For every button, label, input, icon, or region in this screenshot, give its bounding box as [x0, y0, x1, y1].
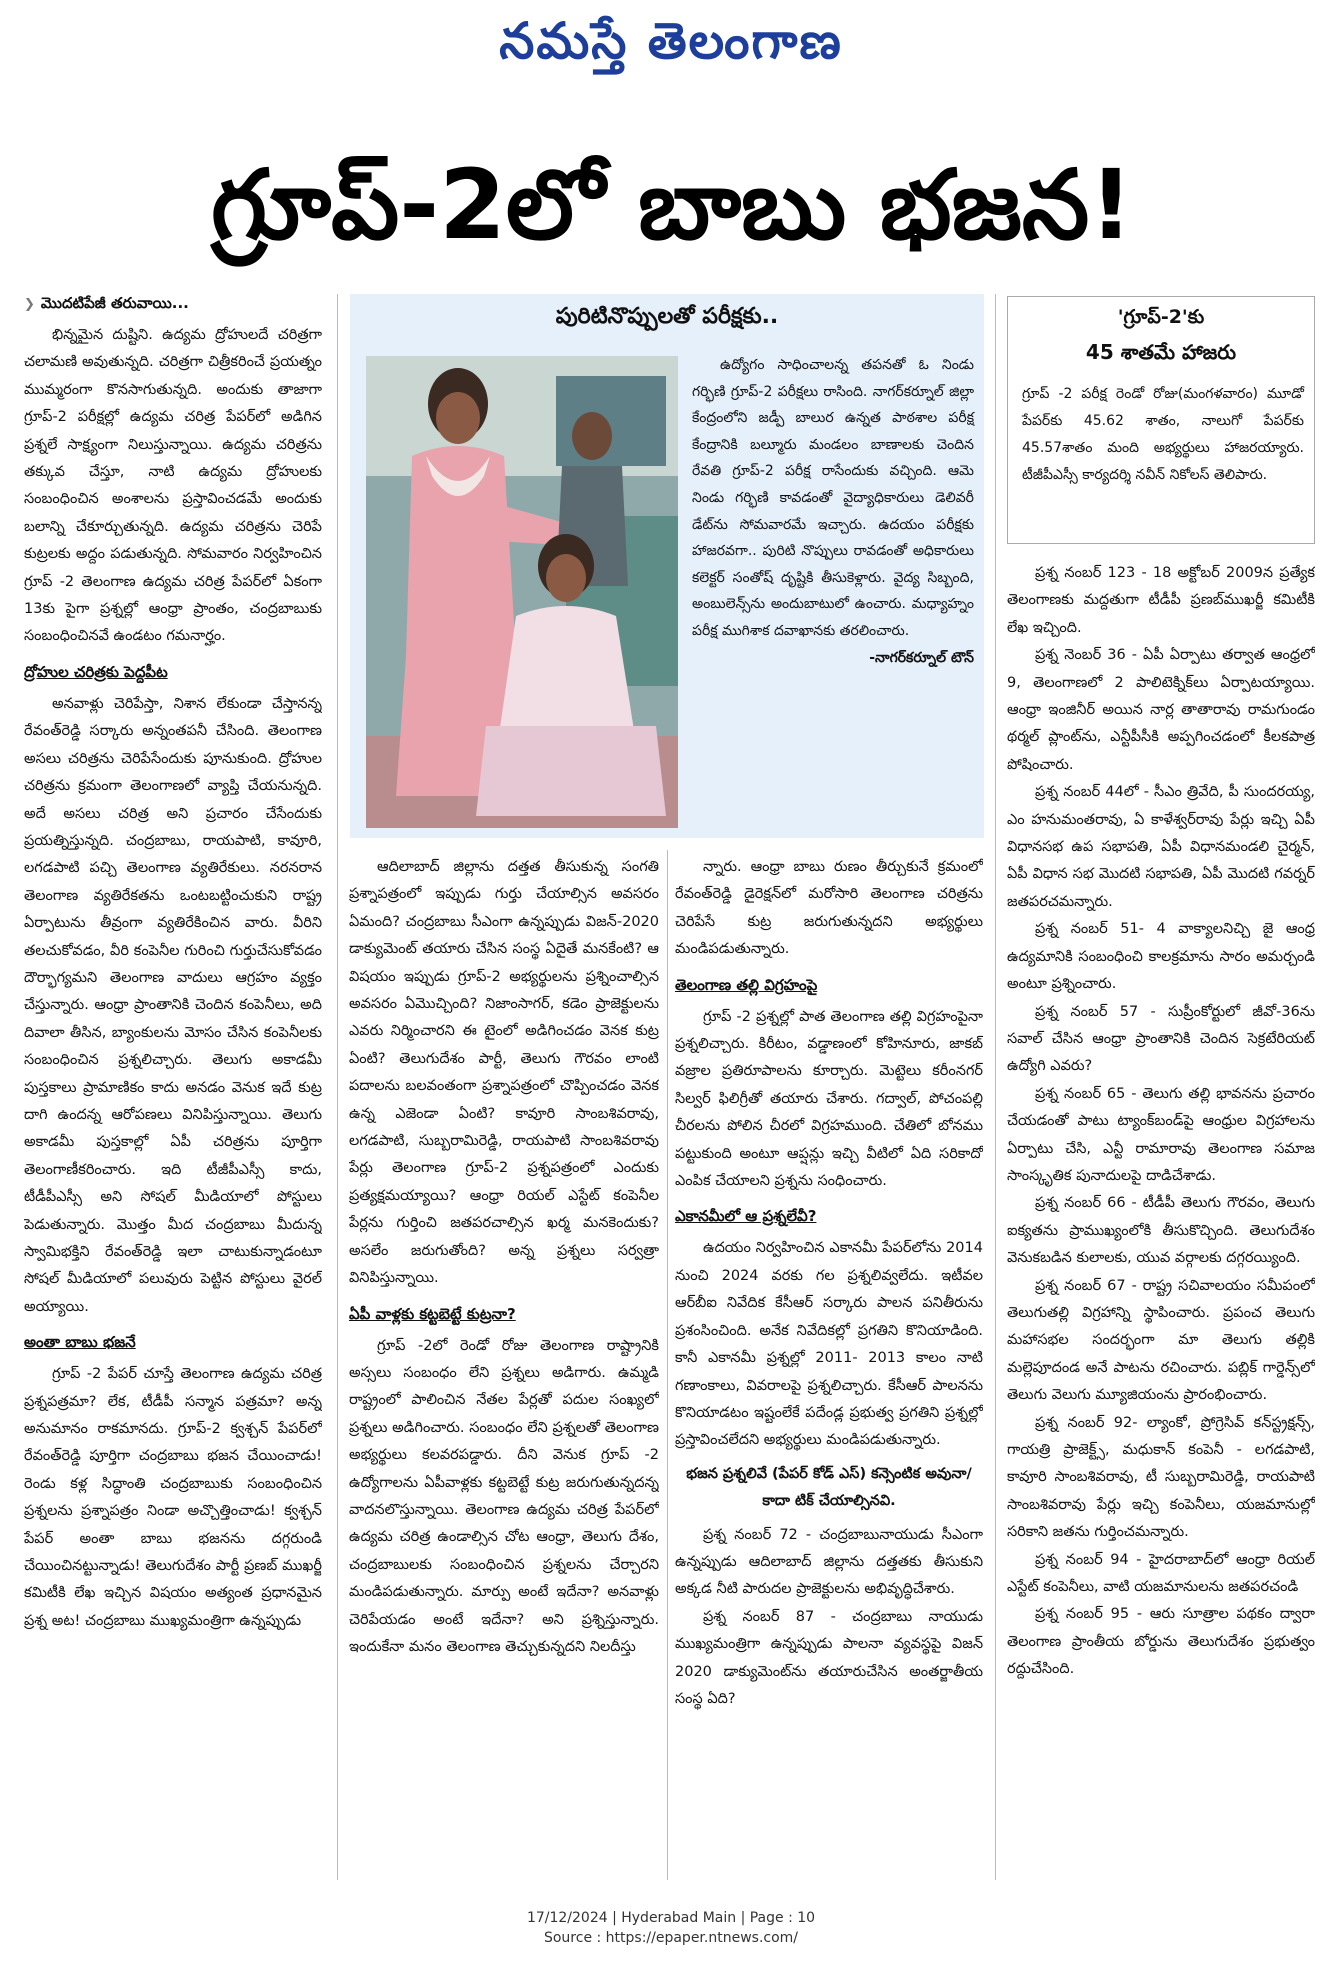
sidebar-text: గ్రూప్ -2 పరీక్ష రెండో రోజు(మంగళవారం) మూడో పేపర్‌కు 45.62 శాతం, నాలుగో పేపర్‌కు 45.57శాతం మంది అభ్యర్థులు హాజరయ్యారు. టీజీపీఎస్సీ కార్యదర్శి నవీన్ నికోలస్ తెలిపారు. — [1022, 386, 1304, 483]
boxed-story — [350, 294, 984, 838]
sidebar-box-attendance — [1007, 296, 1315, 544]
article-column-4 — [1007, 560, 1315, 1880]
question-item: ప్రశ్న నంబర్ 51- 4 వాక్యాలనిచ్చి జై ఆంధ్ర ఉద్యమానికి సంబంధించి కాలక్రమాను సారం అమర్చండి అంటూ ప్రశ్నించారు. — [1007, 921, 1315, 993]
question-item: ప్రశ్న నంబర్ 94 - హైదరాబాద్‌లో ఆంధ్రా రియల్ ఎస్టేట్ కంపెనీలు, వాటి యజమానులను జతపరచండి — [1007, 1551, 1315, 1596]
subheading: తెలంగాణ తల్లి విగ్రహంపై — [675, 975, 818, 994]
paragraph: భిన్నమైన దుష్టిని. ఉద్యమ ద్రోహులదే చరిత్రగా చలామణి అవుతున్నది. చరిత్రగా చిత్రీకరించే ప్రయత్నం ముమ్మరంగా కొనసాగుతున్నది. అందుకు తాజాగా గ్రూప్-2 పరీక్షల్లో ఉద్యమ చరిత్ర పేపర్‌లో అడిగిన ప్రశ్నలే సాక్ష్యంగా నిలుస్తున్నాయి. ఉద్యమ చరిత్రను తక్కువ చేస్తూ, నాటి ఉద్యమ ద్రోహులకు సంబంధించిన అంశాలను ప్రస్తావించడమే అందుకు బలాన్ని చేకూర్చుతున్నది. ఉద్యమ చరిత్రను చెరిపే కుట్రలకు అద్దం పడుతున్నది. సోమవారం నిర్వహించిన గ్రూప్ -2 తెలంగాణ ఉద్యమ చరిత్ర పేపర్‌లో ఏకంగా 13కు పైగా ప్రశ్నల్లో ఆంధ్రా ప్రాంతం, చంద్రబాబుకు సంబంధించినవే ఉండటం గమనార్హం. — [24, 327, 322, 645]
photo-illustration — [366, 356, 678, 828]
question-item: ప్రశ్న నెంబర్ 36 - ఏపీ ఏర్పాటు తర్వాత ఆంధ్రలో 9, తెలంగాణలో 2 పాలిటెక్నిక్‌లు ఏర్పాటయ్యాయి. ఆంధ్రా ఇంజినీర్ అయిన నార్ల తాతారావు రామగుండం థర్మల్ ప్లాంట్‌ను, ఎన్టీపీసీకి అప్పగించడంలో కీలకపాత్ర పోషించారు. — [1007, 647, 1315, 773]
subheading: ఏపీ వాళ్లకు కట్టబెట్టే కుట్రనా? — [349, 1304, 516, 1323]
article-column-3 — [675, 854, 983, 1880]
subheading: ఎకానమీలో ఆ ప్రశ్నలేవీ? — [675, 1207, 817, 1226]
subheading: ద్రోహుల చరిత్రకు పెద్దపీట — [24, 662, 168, 681]
column-rule — [995, 294, 996, 1880]
paragraph: న్నారు. ఆంధ్రా బాబు రుణం తీర్చుకునే క్రమంలో రేవంత్‌రెడ్డి డైరెక్షన్‌లో మరోసారి తెలంగాణ చరిత్రను చెరిపేసే కుట్ర జరుగుతున్నదని అభ్యర్థులు మండిపడుతున్నారు. — [675, 859, 983, 958]
article-column-2 — [349, 854, 659, 1880]
paragraph: ఉద్యోగం సాధించాలన్న తపనతో ఓ నిండు గర్భిణి గ్రూప్-2 పరీక్షలు రాసింది. నాగర్‌కర్నూల్ జిల్లా కేంద్రంలోని జడ్పీ బాలుర ఉన్నత పాఠశాల పరీక్ష కేంద్రానికి బల్మూరు మండలం బాణాలకు చెందిన రేవతి గ్రూప్-2 పరీక్ష రాసేందుకు వచ్చింది. ఆమె నిండు గర్భిణి కావడంతో వైద్యాధికారులు డెలివరీ డేట్‌ను సోమవారమే ఇచ్చారు. ఉదయం పరీక్షకు హాజరవగా.. పురిటి నొప్పులు రావడంతో అధికారులు కలెక్టర్ సంతోష్ దృష్టికి తీసుకెళ్లారు. వైద్య సిబ్బంది, అంబులెన్స్‌ను అందుబాటులో ఉంచారు. మధ్యాహ్నం పరీక్ష ముగిశాక దవాఖానకు తరలించారు. — [692, 357, 974, 639]
question-item: ప్రశ్న నంబర్ 44లో - సీఎం త్రివేది, పీ సుందరయ్య, ఎం హనుమంతరావు, ఏ కాళేశ్వర్‌రావు పేర్లు ఇచ్చి ఏపీ విధానసభ ఉప సభాపతి, ఏపీ విధానమండలి చైర్మన్, ఏపీ విధాన సభ మొదటి సభాపతి, ఏపీ మొదటి గవర్నర్ జతపరచమన్నారు. — [1007, 784, 1315, 910]
box-title: పురిటినొప్పులతో పరీక్షకు.. — [555, 304, 779, 329]
paragraph: గ్రూప్ -2 పేపర్ చూస్తే తెలంగాణ ఉద్యమ చరిత్ర ప్రశ్నపత్రమా? లేక, టీడీపీ సన్మాన పత్రమా? అన్న అనుమానం రాకమానదు. గ్రూప్-2 క్వశ్చన్ పేపర్‌లో రేవంత్‌రెడ్డి పూర్తిగా చంద్రబాబు భజన చేయించాడు! రెండు కళ్ల సిద్ధాంతి చంద్రబాబుకు సంబంధించిన ప్రశ్నలను ప్రశ్నాపత్రం నిండా అచ్చొత్తించాడు! క్వశ్చన్ పేపర్ అంతా బాబు భజనను దగ్గరుండి చేయించినట్టున్నాడు! తెలుగుదేశం పార్టీ ప్రణబ్ ముఖర్జీ కమిటీకి లేఖ ఇచ్చిన విషయం అత్యంత ప్రధానమైన ప్రశ్న అట! చంద్రబాబు ముఖ్యమంత్రిగా ఉన్నప్పుడు — [24, 1366, 322, 1629]
column-rule — [337, 294, 338, 1880]
column-rule — [667, 850, 668, 1880]
masthead-logo: నమస్తే తెలంగాణ — [499, 11, 843, 70]
question-item: ప్రశ్న నంబర్ 57 - సుప్రీంకోర్టులో జీవో-36ను సవాల్ చేసిన ఆంధ్రా ప్రాంతానికి చెందిన సెక్రటేరియట్ ఉద్యోగి ఎవరు? — [1007, 1003, 1315, 1075]
paragraph: గ్రూప్ -2లో రెండో రోజు తెలంగాణ రాష్ట్రానికి అస్సలు సంబంధం లేని ప్రశ్నలు అడిగారు. ఉమ్మడి రాష్ట్రంలో పాలించిన నేతల పేర్లతో పదుల సంఖ్యలో ప్రశ్నలు అడిగించారు. సంబంధం లేని ప్రశ్నలతో తెలంగాణ అభ్యర్థులు కలవరపడ్డారు. దీని వెనుక గ్రూప్ -2 ఉద్యోగాలను ఏపీవాళ్లకు కట్టబెట్టే కుట్ర జరుగుతున్నదన్న వాదనలొస్తున్నాయి. తెలంగాణ ఉద్యమ చరిత్ర పేపర్‌లో ఉద్యమ చరిత్ర ఉండాల్సిన చోట ఆంధ్రా, తెలుగు దేశం, చంద్రబాబులకు సంబంధించిన ప్రశ్నలను చేర్చారని మండిపడుతున్నారు. మార్పు అంటే ఇదేనా? అనవాళ్లు చెరిపేయడం అంటే ఇదేనా? అని ప్రశ్నిస్తున్నారు. ఇందుకేనా మనం తెలంగాణ తెచ్చుకున్నదని నిలదీస్తు — [349, 1337, 659, 1655]
article-column-1 — [24, 290, 322, 1882]
question-item: ప్రశ్న నంబర్ 123 - 18 అక్టోబర్ 2009న ప్రత్యేక తెలంగాణకు మద్దతుగా టీడీపీ ప్రణబ్‌ముఖర్జీ కమిటీకి లేఖ ఇచ్చింది. — [1007, 565, 1315, 636]
chevron-right-icon: ❯ — [24, 297, 35, 312]
question-item: ప్రశ్న నంబర్ 67 - రాష్ట్ర సచివాలయం సమీపంలో తెలుగుతల్లి విగ్రహాన్ని స్థాపించారు. ప్రపంచ తెలుగు మహాసభల సందర్భంగా మా తెలుగు తల్లికి మల్లెపూదండ అనే పాటను రచించారు. పబ్లిక్ గార్డెన్స్‌లో తెలుగు వెలుగు మ్యూజియంను ప్రారంభించారు. — [1007, 1277, 1315, 1404]
question-item: ప్రశ్న నంబర్ 65 - తెలుగు తల్లి భావనను ప్రచారం చేయడంతో పాటు ట్యాంక్‌బండ్‌పై ఆంధ్రుల విగ్రహాలను ఏర్పాటు చేసి, ఎన్టీ రామారావు తెలంగాణ సమాజ సాంస్కృతిక పునాదులపై దాడిచేశాడు. — [1007, 1085, 1315, 1184]
subheading: అంతా బాబు భజనే — [24, 1333, 136, 1352]
question-item: ప్రశ్న నంబర్ 87 - చంద్రబాబు నాయుడు ముఖ్యమంత్రిగా ఉన్నప్పుడు పాలనా వ్యవస్థపై విజన్ 2020 డాక్యుమెంట్‌ను తయారుచేసిన అంతర్జాతీయ సంస్థ ఏది? — [675, 1608, 983, 1707]
byline: -నాగర్‌కర్నూల్ టౌన్ — [869, 649, 974, 666]
paragraph: గ్రూప్ -2 ప్రశ్నల్లో పాత తెలంగాణ తల్లి విగ్రహంపైనా ప్రశ్నలిచ్చారు. కిరీటం, వడ్డాణంలో కోహినూరు, జాకబ్ వజ్రాల ప్రతిరూపాలను కూర్చారు. మెట్టెలు కరీంనగర్ సిల్వర్ ఫిలిగ్రీతో తయారు చేశారు. గద్వాల్, పోచంపల్లి చీరలను పోలిన చీరలో విగ్రహముంది. చేతిలో బోనము పట్టుకుంది అంటూ ఆప్షన్లు ఇచ్చి వీటిలో ఏది సరికాదో ఎంపిక చేయాలని ప్రశ్నను సంధించారు. — [675, 1008, 983, 1190]
photo-pregnant-candidate — [366, 356, 678, 828]
question-list-intro: భజన ప్రశ్నలివే (పేపర్ కోడ్ ఎస్) కన్సెంటిక అవునా/కాదా టిక్ చేయాల్సినవి. — [686, 1465, 972, 1510]
footer-source[interactable]: Source : https://epaper.ntnews.com/ — [543, 1930, 799, 1946]
paragraph: ఉదయం నిర్వహించిన ఎకానమీ పేపర్‌లోను 2014 నుంచి 2024 వరకు గల ప్రశ్నలివ్వలేదు. ఇటీవల ఆర్‌బీఐ నివేదిక కేసీఆర్ సర్కారు పాలన పనితీరును ప్రశంసించింది. అనేక నివేదికల్లో ప్రగతిని కొనియాడింది. కానీ ఎకానమీ ప్రశ్నల్లో 2011- 2013 కాలం నాటి గణాంకాలు, వివరాలపై ప్రశ్నలిచ్చారు. కేసీఆర్ పాలనను కొనియాడటం ఇష్టంలేకే పదేండ్ల ప్రభుత్వ ప్రగతిని ప్రశ్నల్లో ప్రస్తావించలేదని అభ్యర్థులు మండిపడుతున్నారు. — [675, 1240, 983, 1449]
footer-date-edition: 17/12/2024 | Hyderabad Main | Page : 10 — [526, 1910, 816, 1926]
headline: గ్రూప్-2లో బాబు భజన! — [210, 149, 1134, 261]
box-text — [692, 352, 974, 671]
page-footer — [0, 1908, 1342, 1948]
paragraph: ఆదిలాబాద్ జిల్లాను దత్తత తీసుకున్న సంగతి ప్రశ్నాపత్రంలో ఇప్పుడు గుర్తు చేయాల్సిన అవసరం ఏమంది? చంద్రబాబు సీఎంగా ఉన్నప్పుడు విజన్-2020 డాక్యుమెంట్ తయారు చేసిన సంస్థ ఏదైతే మనకేంటి? ఆ విషయం ఇప్పుడు గ్రూప్-2 అభ్యర్థులను ప్రశ్నించాల్సిన అవసరం ఏమొచ్చింది? నిజాంసాగర్, కడెం ప్రాజెక్టులను ఎవరు నిర్మించారని ఈ టైంలో అడిగించడం వెనక కుట్ర ఏంటి? తెలుగుదేశం పార్టీ, తెలుగు గౌరవం లాంటి పదాలను బలవంతంగా ప్రశ్నాపత్రంలో చొప్పించడం వెనక ఉన్న ఎజెండా ఏంటి? కావూరి సాంబశివరావు, లగడపాటి, సుబ్బరామిరెడ్డి, రాయపాటి సాంబశివరావు పేర్లు తెలంగాణ గ్రూప్-2 ప్రశ్నపత్రంలో ఎందుకు ప్రత్యక్షమయ్యాయి? ఆంధ్రా రియల్ ఎస్టేట్ కంపెనీల పేర్లను గుర్తించి జతపరచాల్సిన ఖర్మ మనకెందుకు? అసలేం జరుగుతోంది? అన్న ప్రశ్నలు సర్వత్రా వినిపిస్తున్నాయి. — [349, 859, 659, 1287]
continuation-kicker: ❯ మొదటిపేజీ తరువాయి... — [24, 294, 189, 312]
question-item: ప్రశ్న నంబర్ 95 - ఆరు సూత్రాల పథకం ద్వారా తెలంగాణ ప్రాంతీయ బోర్డును తెలుగుదేశం ప్రభుత్వం రద్దుచేసింది. — [1007, 1606, 1315, 1678]
sidebar-subheading: 45 శాతమే హాజరు — [1085, 340, 1237, 364]
question-item: ప్రశ్న నంబర్ 92- ల్యాంకో, ప్రోగ్రెసివ్ కన్‌స్ట్రక్షన్స్, గాయత్రి ప్రాజెక్ట్స్, మధుకాన్ కంపెనీ - లగడపాటి, కావూరి సాంబశివరావు, టీ సుబ్బరామిరెడ్డి, రాయపాటి సాంబశివరావు పేర్లు ఇచ్చి కంపెనీలు, యజమానుల్లో సరికాని జతను గుర్తించమన్నారు. — [1007, 1414, 1315, 1541]
paragraph: అనవాళ్లు చెరిపేస్తా, నిశాన లేకుండా చేస్తానన్న రేవంత్‌రెడ్డి సర్కారు అన్నంతపనీ చేసింది. తెలంగాణ అసలు చరిత్రను చెరిపేసేందుకు పూనుకుంది. ద్రోహుల చరిత్రను క్రమంగా తెలంగాణలో వ్యాప్తి చేయనున్నది. అదే అసలు చరిత్ర అని ప్రచారం చేసేందుకు ప్రయత్నిస్తున్నది. చంద్రబాబు, రాయపాటి, కావూరి, లగడపాటి పచ్చి తెలంగాణ వ్యతిరేకులు. నరనరాన తెలంగాణ వ్యతిరేకతను ఒంటబట్టించుకుని రాష్ట్ర ఏర్పాటును తీవ్రంగా వ్యతిరేకించిన వారు. వీరిని తలచుకోవడం, వీరి కంపెనీల గురించి గుర్తుచేసుకోవడం దౌర్భాగ్యమని తెలంగాణ వాదులు ఆగ్రహం వ్యక్తం చేస్తున్నారు. ఆంధ్రా ప్రాంతానికి చెందిన కంపెనీలు, అది దివాలా తీసిన, బ్యాంకులను మోసం చేసిన కంపెనీలకు సంబంధించిన ప్రశ్నలిచ్చారు. తెలుగు అకాడమీ పుస్తకాలు ప్రామాణికం కాదు అనడం వెనుక ఇదే కుట్ర దాగి ఉందన్న ఆరోపణలు వినిపిస్తున్నాయి. తెలుగు అకాడమీ పుస్తకాల్లో ఏపీ చరిత్రను పూర్తిగా తెలంగాణీకరించారు. ఇది టీజీపీఎస్సీ కాదు, టీడీపీఎస్సీ అని సోషల్ మీడియాలో పోస్టులు పెడుతున్నారు. మొత్తం మీద చంద్రబాబు మీదున్న స్వామిభక్తిని రేవంత్‌రెడ్డి ఇలా చాటుకున్నాడంటూ సోషల్ మీడియాలో పలువురు పెట్టిన పోస్టులు వైరల్ అయ్యాయి. — [24, 695, 322, 1315]
sidebar-heading: 'గ్రూప్-2'కు — [1117, 306, 1205, 328]
question-item: ప్రశ్న నంబర్ 66 - టీడీపీ తెలుగు గౌరవం, తెలుగు ఐక్యతను ప్రాముఖ్యంలోకి తీసుకొచ్చింది. తెలుగుదేశం వెనుకబడిన కులాలకు, యువ వర్గాలకు దగ్గరయ్యింది. — [1007, 1195, 1315, 1267]
question-item: ప్రశ్న నంబర్ 72 - చంద్రబాబునాయుడు సీఎంగా ఉన్నప్పుడు ఆదిలాబాద్ జిల్లాను దత్తతకు తీసుకుని అక్కడ నీటి పారుదల ప్రాజెక్టులను అభివృద్ధిచేశారు. — [675, 1526, 983, 1598]
